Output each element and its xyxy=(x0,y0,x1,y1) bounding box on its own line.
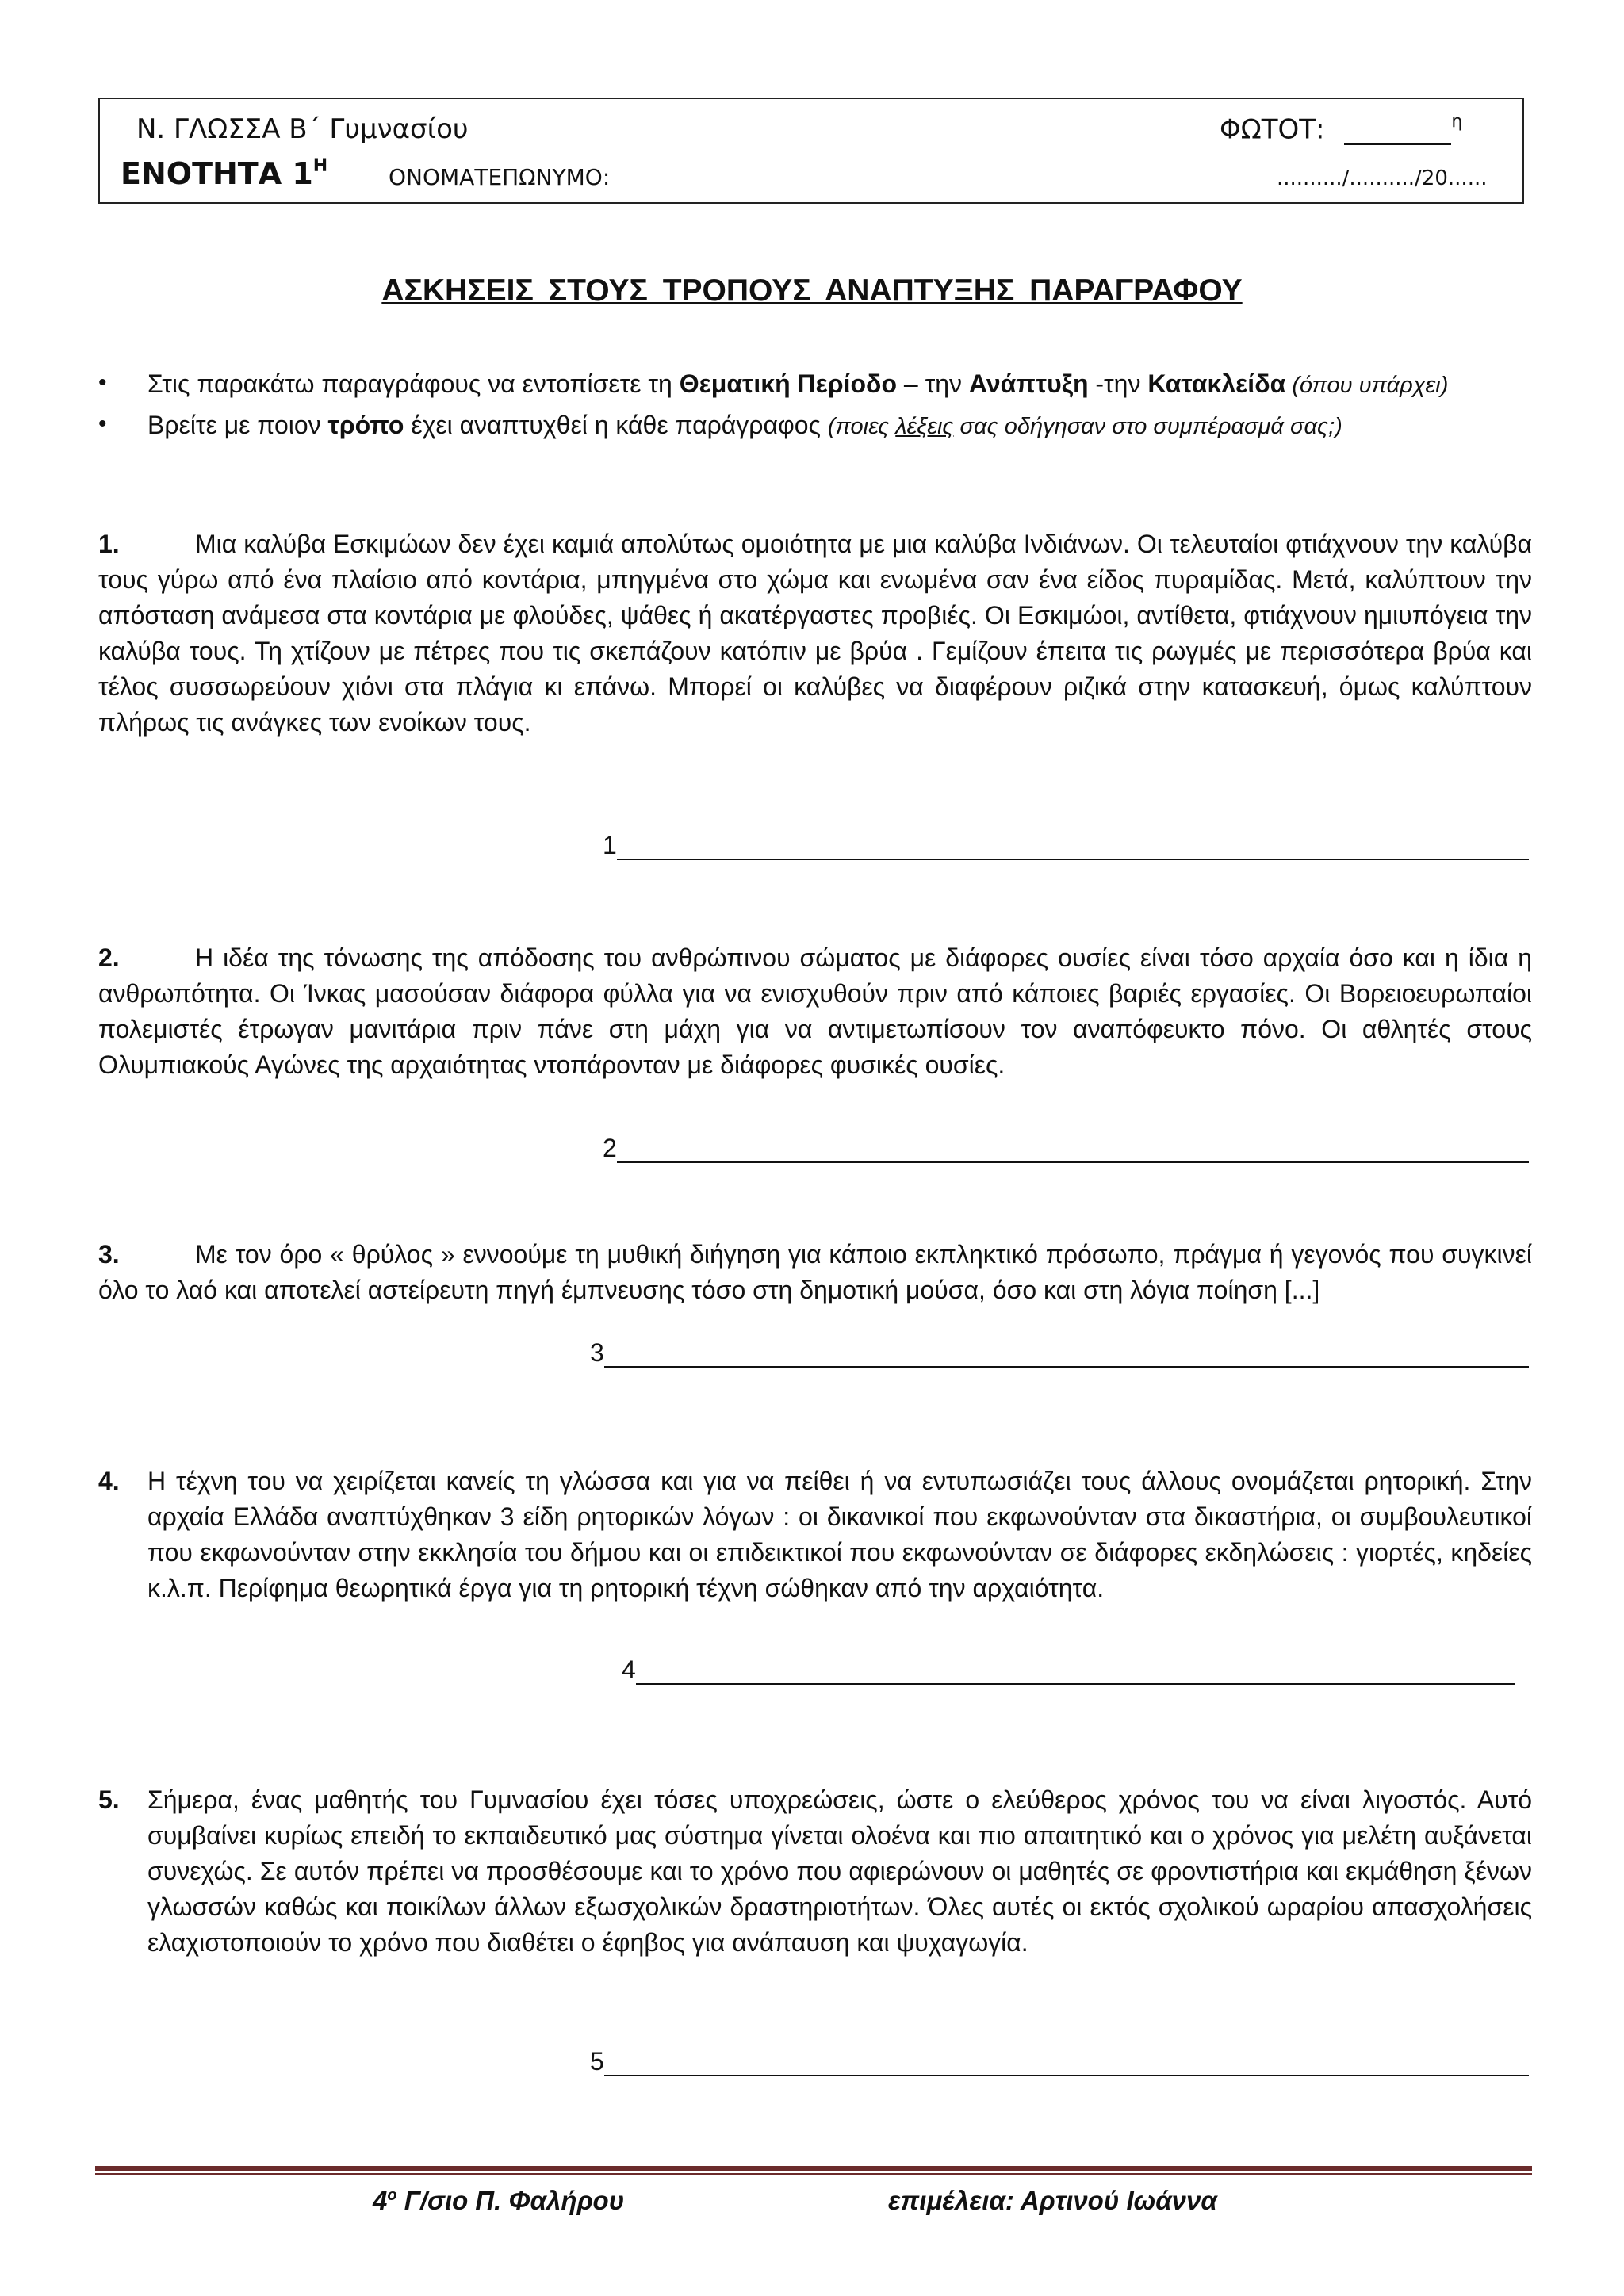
unit-label: ΕΝΟΤΗΤΑ $1^H$ xyxy=(121,156,328,191)
page-title: ΑΣΚΗΣΕΙΣ ΣΤΟΥΣ ΤΡΟΠΟΥΣ ΑΝΑΠΤΥΞΗΣ ΠΑΡΑΓΡΑΦΟΥ xyxy=(381,274,1243,308)
name-field-label: ΟΝΟΜΑΤΕΠΩΝΥΜΟ: xyxy=(389,164,611,190)
class-blank[interactable] xyxy=(1344,120,1451,145)
subject-label: Ν. ΓΛΩΣΣΑ Β΄ Γυμνασίου xyxy=(136,113,469,145)
footer-rule xyxy=(95,2166,1532,2171)
paragraph-2: 2. Η ιδέα της τόνωσης της απόδοσης του ανθρώπινου σώματος με διάφορες ουσίες είναι τόσο αρχαία όσο και η ίδια η ανθρωπότητα. Οι Ίνκας μασούσαν διάφορα φύλλα για να ενισχυθούν πριν από κάποιες βαριές εργασίες. Οι Βορειοευρωπαίοι πολεμιστές έτρωγαν μανιτάρια πριν πάνε στη μάχη για να αντιμετωπίσουν τον αναπόφευκτο πόνο. Οι αθλητές στους Ολυμπιακούς Αγώνες της αρχαιότητας ντοπάρονταν με διάφορες φυσικές ουσίες. xyxy=(98,943,1532,1079)
answer-line-5[interactable]: 5 xyxy=(590,2047,1529,2076)
footer-rule-thin xyxy=(95,2173,1532,2175)
footer-credit: επιμέλεια: Αρτινού Ιωάννα xyxy=(888,2186,1217,2215)
footer-school: $4^o$ Γ/σιο Π. Φαλήρου xyxy=(373,2186,625,2215)
answer-line-2[interactable]: 2 xyxy=(603,1134,1529,1163)
paragraph-4: 4. Η τέχνη του να χειρίζεται κανείς τη γλώσσα και για να πείθει ή να εντυπωσιάζει τους άλλους ονομάζεται ρητορική. Στην αρχαία Ελλάδα αναπτύχθηκαν 3 είδη ρητορικών λόγων : οι δικανικοί που εκφωνούνταν στα δικαστήρια, οι συμβουλευτικοί που εκφωνούνταν στην εκκλησία του δήμου και οι επιδεικτικοί που εκφωνούνταν σε διάφορες εκδηλώσεις : γιορτές, κηδείες κ.λ.π. Περίφημα θεωρητικά έργα για τη ρητορική τέχνη σώθηκαν από την αρχαιότητα. xyxy=(98,1467,1532,1602)
date-field[interactable]: ........../........../20...... xyxy=(1277,166,1488,190)
paragraph-1: 1. Μια καλύβα Εσκιμώων δεν έχει καμιά απολύτως ομοιότητα με μια καλύβα Ινδιάνων. Οι τελευταίοι φτιάχνουν την καλύβα τους γύρω από ένα πλαίσιο από κοντάρια, μπηγμένα στο χώμα και ενωμένα σαν ένα είδος πυραμίδας. Μετά, καλύπτουν την απόσταση ανάμεσα στα κοντάρια με φλούδες, ψάθες ή ακατέργαστες προβιές. Οι Εσκιμώοι, αντίθετα, φτιάχνουν ημιυπόγεια την καλύβα τους. Τη χτίζουν με πέτρες που τις σκεπάζουν κατόπιν με βρύα . Γεμίζουν έπειτα τις ρωγμές με περισσότερα βρύα και τέλος συσσωρεύουν χιόνι στα πλάγια κι επάνω. Μπορεί οι καλύβες να διαφέρουν ριζικά στην κατασκευή, όμως καλύπτουν πλήρως τις ανάγκες των ενοίκων τους. xyxy=(98,530,1532,737)
paragraph-3: 3. Με τον όρο « θρύλος » εννοούμε τη μυθική διήγηση για κάποιο εκπληκτικό πρόσωπο, πράγμα ή γεγονός που συγκινεί όλο το λαό και αποτελεί αστείρευτη πηγή έμπνευσης τόσο στη δημοτική μούσα, όσο και στη λόγια ποίηση [...] xyxy=(98,1240,1532,1304)
class-field: ΦΩΤΟΤ: $^\eta$ xyxy=(1220,112,1463,146)
answer-line-4[interactable]: 4 xyxy=(622,1655,1515,1685)
answer-line-1[interactable]: 1 xyxy=(603,831,1529,860)
paragraph-5: 5. Σήμερα, ένας μαθητής του Γυμνασίου έχει τόσες υποχρεώσεις, ώστε ο ελεύθερος χρόνος του να είναι λιγοστός. Αυτό συμβαίνει κυρίως επειδή το εκπαιδευτικό μας σύστημα γίνεται ολοένα και πιο απαιτητικό και ο χρόνος για μελέτη αυξάνεται συνεχώς. Σε αυτόν πρέπει να προσθέσουμε και το χρόνο που αφιερώνουν οι μαθητές σε φροντιστήρια και εκμάθηση ξένων γλωσσών καθώς και ποικίλων άλλων εξωσχολικών δραστηριοτήτων. Όλες αυτές οι εκτός σχολικού ωραρίου απασχολήσεις ελαχιστοποιούν το χρόνο που διαθέτει ο έφηβος για ανάπαυση και ψυχαγωγία. xyxy=(98,1785,1532,1957)
answer-line-3[interactable]: 3 xyxy=(590,1338,1529,1368)
bullet-icon: • xyxy=(98,369,107,396)
bullet-icon: • xyxy=(98,411,107,437)
